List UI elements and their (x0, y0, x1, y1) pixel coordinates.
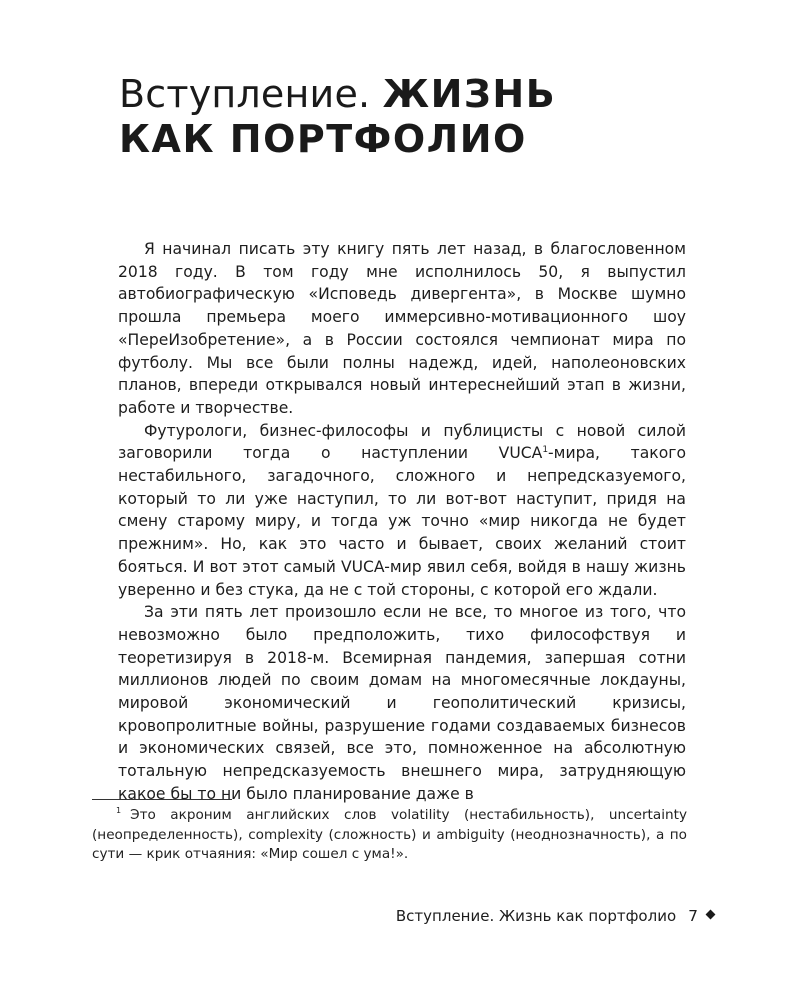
main-text (118, 238, 686, 806)
paragraph-2-end: -мира, такого нестабильного, загадочного, сложного и непредсказуемого, который то ли уже наступил, то ли вот-вот наступит, придя на смену старому миру, и тогда уж точно «мир никогда не будет прежним». Но, как это часто и бывает, своих желаний стоит бояться. И вот этот самый VUCA-мир явил себя, войдя в нашу жизнь уверенно и без стука, да не с той стороны, с которой его ждали. (118, 444, 686, 599)
paragraph-3: За эти пять лет произошло если не все, то многое из того, что невозможно было предположить, тихо философствуя и теоретизируя в 2018-м. Всемирная пандемия, запершая сотни миллионов людей по своим домам на многомесячные локдауны, мировой экономический и геополитический кризисы, кровопролитные войны, разрушение годами создаваемых бизнесов и экономических связей, все это, помноженное на абсолютную тотальную непредсказуемость внешнего мира, затрудняющую какое бы то ни было планирование даже в (118, 603, 686, 803)
running-footer (396, 906, 698, 926)
chapter-title-bold-line-1: ЖИЗНЬ (382, 72, 557, 116)
paragraph-2 (118, 420, 686, 602)
diamond-ornament-icon (706, 910, 716, 920)
page-number: 7 (688, 907, 698, 925)
paragraph-2-start: Футурологи, бизнес-философы и публицисты с новой силой заговорили тогда о наступлении VUCA (118, 421, 686, 463)
chapter-title-bold-line-2: КАК ПОРТФОЛИО (119, 117, 527, 161)
footnote-reference: 1 (542, 445, 549, 456)
footnote-text: Это акроним английских слов volatility (нестабильность), uncertainty (неопределенность), complexity (сложность) и ambiguity (неоднозначность), а по сути — крик отчаяния: «Мир сошел с ума!». (92, 807, 687, 863)
paragraph-1: Я начинал писать эту книгу пять лет назад, в благословенном 2018 году. В том году мне исполнилось 50, я выпустил автобиографическую «Исповедь дивергента», в Москве шумно прошла премьера моего иммерсивно-мотивационного шоу «ПереИзобретение», а в России состоялся чемпионат мира по футболу. Мы все были полны надежд, идей, наполеоновских планов, впереди открывался новый интереснейший этап в жизни, работе и творчестве. (118, 240, 686, 417)
chapter-title (119, 72, 679, 162)
footnote-marker: 1 (116, 806, 122, 816)
chapter-title-prefix: Вступление. (119, 72, 371, 116)
footnote-divider (92, 799, 232, 800)
footnote (92, 806, 687, 865)
running-title: Вступление. Жизнь как портфолио (395, 907, 677, 925)
